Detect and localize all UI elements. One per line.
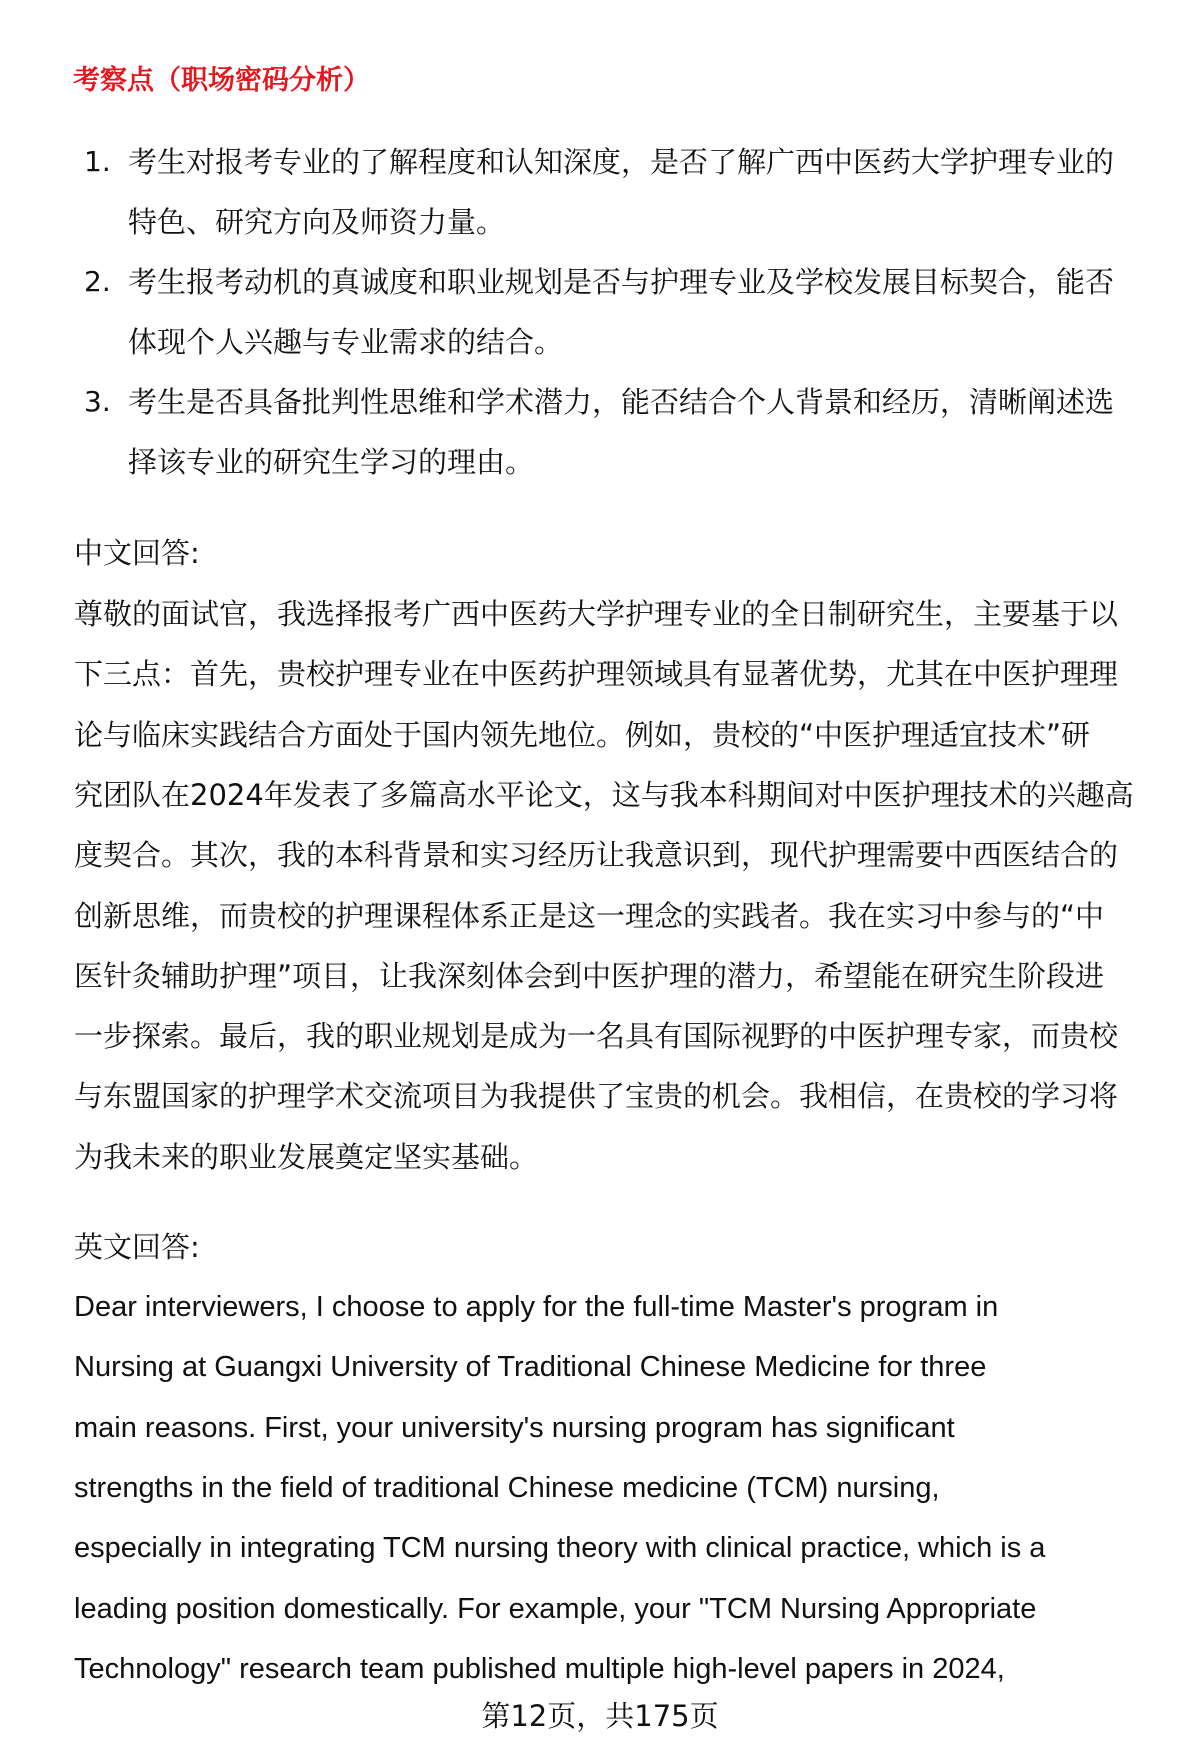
chinese-answer-label: 中文回答: <box>74 536 200 570</box>
paragraph-line: especially in integrating TCM nursing theory with clinical practice, which is a <box>74 1532 1046 1565</box>
list-item-line: 考生报考动机的真诚度和职业规划是否与护理专业及学校发展目标契合，能否 <box>128 265 1115 299</box>
list-item-line: 择该专业的研究生学习的理由。 <box>128 445 535 479</box>
paragraph-line: 为我未来的职业发展奠定坚实基础。 <box>74 1139 539 1174</box>
paragraph-line: 度契合。其次，我的本科背景和实习经历让我意识到，现代护理需要中西医结合的 <box>74 838 1119 873</box>
paragraph-line: strengths in the field of traditional Chinese medicine (TCM) nursing, <box>74 1471 940 1504</box>
list-item-line: 考生对报考专业的了解程度和认知深度，是否了解广西中医药大学护理专业的 <box>128 145 1115 179</box>
list-item-line: 考生是否具备批判性思维和学术潜力，能否结合个人背景和经历，清晰阐述选 <box>128 385 1115 419</box>
list-item-line: 特色、研究方向及师资力量。 <box>128 205 506 239</box>
paragraph-line: 创新思维，而贵校的护理课程体系正是这一理念的实践者。我在实习中参与的“中 <box>74 898 1105 933</box>
paragraph-line: leading position domestically. For example, your "TCM Nursing Appropriate <box>74 1592 1037 1625</box>
page-number: 第12页，共175页 <box>481 1699 719 1733</box>
paragraph-line: 尊敬的面试官，我选择报考广西中医药大学护理专业的全日制研究生，主要基于以 <box>74 597 1119 631</box>
paragraph-line: Technology" research team published multiple high-level papers in 2024, <box>74 1652 1005 1685</box>
list-number: 3. <box>84 385 111 418</box>
paragraph-line: 论与临床实践结合方面处于国内领先地位。例如，贵校的“中医护理适宜技术”研 <box>74 717 1091 752</box>
list-number: 2. <box>84 265 111 298</box>
english-answer-label: 英文回答: <box>74 1230 200 1264</box>
paragraph-line: 医针灸辅助护理”项目，让我深刻体会到中医护理的潜力，希望能在研究生阶段进 <box>74 958 1105 993</box>
section-heading: 考察点（职场密码分析） <box>73 65 370 96</box>
paragraph-line: 下三点：首先，贵校护理专业在中医药护理领域具有显著优势，尤其在中医护理理 <box>74 657 1119 692</box>
paragraph-line: 一步探索。最后，我的职业规划是成为一名具有国际视野的中医护理专家，而贵校 <box>74 1019 1119 1054</box>
list-number: 1. <box>84 145 111 178</box>
paragraph-line: 与东盟国家的护理学术交流项目为我提供了宝贵的机会。我相信，在贵校的学习将 <box>74 1079 1119 1114</box>
paragraph-line: Nursing at Guangxi University of Traditional Chinese Medicine for three <box>74 1351 987 1384</box>
paragraph-line: 究团队在2024年发表了多篇高水平论文，这与我本科期间对中医护理技术的兴趣高 <box>74 777 1134 812</box>
paragraph-line: main reasons. First, your university's nursing program has significant <box>74 1411 955 1444</box>
paragraph-line: Dear interviewers, I choose to apply for the full-time Master's program in <box>74 1291 999 1323</box>
list-item-line: 体现个人兴趣与专业需求的结合。 <box>128 325 564 359</box>
